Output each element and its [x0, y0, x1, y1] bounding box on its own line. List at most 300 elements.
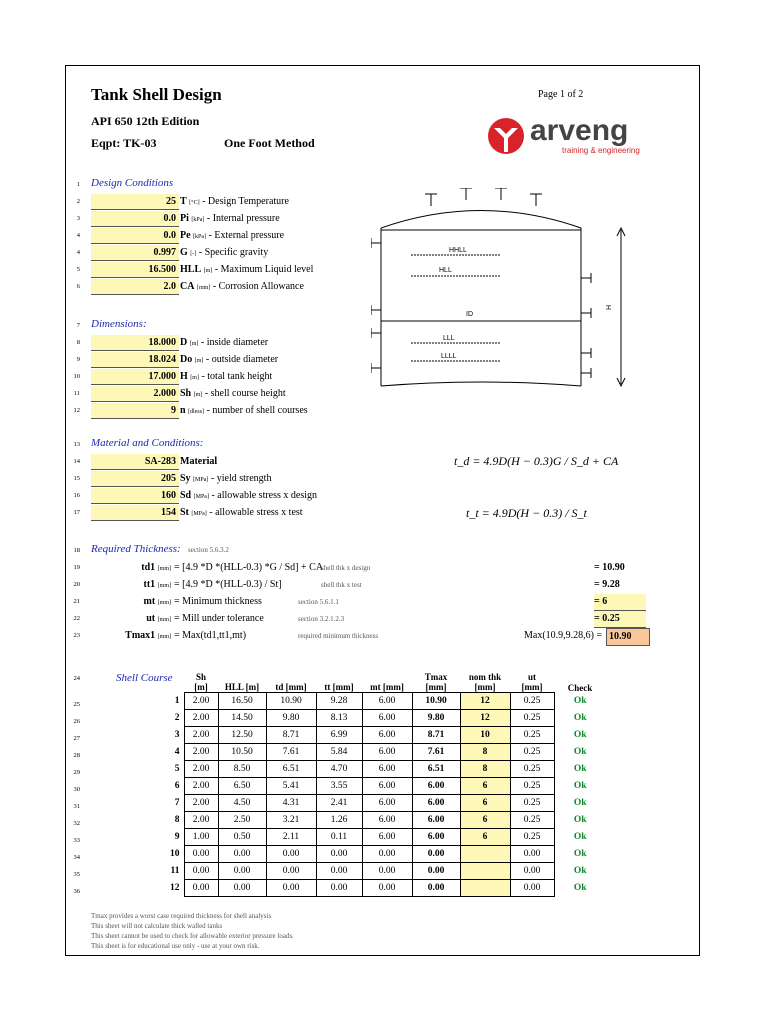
row-number: 26 — [73, 718, 80, 725]
input-description — [180, 194, 289, 211]
course-number: 1 — [174, 696, 180, 706]
cell-chk: Ok — [573, 696, 587, 706]
cell-tt: 4.70 — [316, 761, 362, 778]
label: - shell course height — [202, 388, 286, 399]
unit: [mm] — [157, 634, 171, 640]
label: - inside diameter — [198, 337, 269, 348]
symbol: Material — [180, 456, 218, 467]
input-value[interactable]: 0.0 — [91, 228, 179, 244]
footnote: Tmax provides a worst case required thickness for shell analysis — [91, 912, 272, 920]
footnote: This sheet will not calculate thick walled tanks — [91, 922, 223, 930]
unit: [mm] — [157, 600, 171, 606]
cell-tt: 2.41 — [316, 795, 362, 812]
cell-td: 0.00 — [266, 863, 316, 880]
row-number: 23 — [73, 632, 80, 639]
cell-hll: 8.50 — [218, 761, 266, 778]
variable-symbol — [91, 611, 171, 628]
cell-hll: 12.50 — [218, 727, 266, 744]
unit: [m] — [194, 358, 204, 364]
cell-chk: Ok — [573, 798, 587, 808]
cell-hll: 2.50 — [218, 812, 266, 829]
label: - Corrosion Allowance — [210, 281, 304, 292]
input-description — [180, 335, 268, 352]
section-heading: Material and Conditions: — [91, 437, 204, 449]
course-number: 11 — [170, 866, 180, 876]
cell-mt: 6.00 — [362, 812, 412, 829]
symbol: tt1 — [143, 579, 156, 590]
equation-note: required minimum thickness — [298, 632, 379, 640]
table-row — [162, 846, 606, 863]
id-label: ID — [466, 311, 473, 318]
equation: = Max(td1,tt1,mt) — [174, 630, 247, 641]
cell-nom[interactable]: 8 — [460, 744, 510, 761]
input-value[interactable]: 2.000 — [91, 386, 179, 402]
input-value[interactable]: 2.0 — [91, 279, 179, 295]
cell-td: 10.90 — [266, 693, 316, 710]
cell-td: 0.00 — [266, 846, 316, 863]
cell-nom[interactable]: 6 — [460, 812, 510, 829]
table-row — [162, 761, 606, 778]
symbol: T — [180, 196, 187, 207]
course-number: 5 — [174, 764, 180, 774]
unit: [m] — [203, 268, 213, 274]
row-number: 5 — [76, 266, 80, 273]
label: - allowable stress x test — [206, 507, 303, 518]
unit: [m] — [189, 341, 199, 347]
cell-mt: 6.00 — [362, 778, 412, 795]
cell-tmax: 6.00 — [412, 812, 460, 829]
cell-tmax: 7.61 — [412, 744, 460, 761]
cell-tmax: 9.80 — [412, 710, 460, 727]
cell-hll: 10.50 — [218, 744, 266, 761]
row-number: 35 — [73, 871, 80, 878]
symbol: Pi — [180, 213, 189, 224]
cell-ut: 0.00 — [510, 846, 554, 863]
cell-td: 4.31 — [266, 795, 316, 812]
cell-sh: 2.00 — [184, 727, 218, 744]
row-number: 7 — [76, 322, 80, 329]
cell-hll: 14.50 — [218, 710, 266, 727]
unit: [dless] — [188, 409, 205, 415]
cell-tt: 8.13 — [316, 710, 362, 727]
cell-nom[interactable]: 6 — [460, 829, 510, 846]
row-number: 22 — [73, 615, 80, 622]
cell-nom[interactable]: 6 — [460, 795, 510, 812]
cell-mt: 0.00 — [362, 846, 412, 863]
row-number: 31 — [73, 803, 80, 810]
cell-td: 7.61 — [266, 744, 316, 761]
row-number: 11 — [73, 390, 80, 397]
equation: = Mill under tolerance — [174, 613, 264, 624]
column-header: Check — [567, 682, 593, 693]
cell-tmax: 0.00 — [412, 846, 460, 863]
cell-mt: 0.00 — [362, 880, 412, 897]
cell-chk: Ok — [573, 866, 587, 876]
column-header: Sh [m] — [194, 672, 208, 692]
symbol: Sy — [180, 473, 191, 484]
result-value: = 9.28 — [594, 579, 620, 590]
course-number: 2 — [174, 713, 180, 723]
row-number: 17 — [73, 509, 80, 516]
variable-symbol — [91, 560, 171, 577]
cell-td: 2.11 — [266, 829, 316, 846]
cell-sh: 2.00 — [184, 795, 218, 812]
table-row — [162, 829, 606, 846]
symbol: Do — [180, 354, 193, 365]
cell-tt: 0.00 — [316, 846, 362, 863]
input-value[interactable]: 25 — [91, 194, 179, 210]
cell-tt: 3.55 — [316, 778, 362, 795]
input-description — [180, 211, 280, 228]
input-description — [180, 505, 303, 522]
column-header: HLL [m] — [224, 682, 260, 692]
cell-tmax: 0.00 — [412, 863, 460, 880]
cell-chk: Ok — [573, 713, 587, 723]
row-number: 8 — [76, 339, 80, 346]
input-value[interactable]: 160 — [91, 488, 179, 504]
logo-tagline: training & engineering — [562, 146, 640, 155]
row-number: 33 — [73, 837, 80, 844]
cell-tt: 9.28 — [316, 693, 362, 710]
row-number: 12 — [73, 407, 80, 414]
symbol: CA — [180, 281, 195, 292]
row-number: 3 — [76, 215, 80, 222]
column-header: Tmax [mm] — [424, 672, 448, 692]
row-number: 6 — [76, 283, 80, 290]
unit: [kPa] — [191, 217, 205, 223]
cell-sh: 2.00 — [184, 761, 218, 778]
cell-hll: 0.00 — [218, 880, 266, 897]
symbol: HLL — [180, 264, 202, 275]
cell-ut: 0.25 — [510, 829, 554, 846]
cell-mt: 0.00 — [362, 863, 412, 880]
row-number: 15 — [73, 475, 80, 482]
design-thickness-formula: t_d = 4.9D(H − 0.3)G / S_d + CA — [454, 454, 619, 468]
unit: [MPa] — [193, 477, 209, 483]
cell-hll: 4.50 — [218, 795, 266, 812]
section-heading: Design Conditions — [91, 177, 174, 189]
input-description — [180, 454, 217, 471]
tank-diagram — [371, 188, 631, 393]
row-number: 18 — [73, 547, 80, 554]
cell-sh: 2.00 — [184, 812, 218, 829]
section-heading: Required Thickness: — [91, 543, 181, 555]
column-header: nom thk [mm] — [468, 672, 502, 692]
symbol: St — [180, 507, 189, 518]
cell-mt: 6.00 — [362, 761, 412, 778]
unit: [m] — [193, 392, 203, 398]
row-number: 30 — [73, 786, 80, 793]
cell-nom[interactable]: 10 — [460, 727, 510, 744]
cell-hll: 0.00 — [218, 846, 266, 863]
cell-td: 8.71 — [266, 727, 316, 744]
logo-text: arveng — [530, 114, 629, 147]
input-value[interactable]: 154 — [91, 505, 179, 521]
cell-chk: Ok — [573, 747, 587, 757]
table-row — [162, 778, 606, 795]
course-number: 6 — [174, 781, 180, 791]
course-number: 9 — [174, 832, 180, 842]
cell-tmax: 10.90 — [412, 693, 460, 710]
cell-nom[interactable] — [460, 880, 510, 897]
row-number: 36 — [73, 888, 80, 895]
cell-tt: 0.00 — [316, 880, 362, 897]
table-row — [162, 795, 606, 812]
cell-ut: 0.25 — [510, 778, 554, 795]
input-description — [180, 279, 304, 296]
cell-tt: 1.26 — [316, 812, 362, 829]
method-label: One Foot Method — [224, 136, 315, 150]
result-value: 10.90 — [606, 628, 650, 646]
cell-nom[interactable]: 6 — [460, 778, 510, 795]
row-number: 34 — [73, 854, 80, 861]
symbol: mt — [143, 596, 156, 607]
label: - Maximum Liquid level — [212, 264, 314, 275]
cell-nom[interactable] — [460, 846, 510, 863]
cell-sh: 0.00 — [184, 863, 218, 880]
label: - Specific gravity — [196, 247, 269, 258]
row-number: 21 — [73, 598, 80, 605]
cell-ut: 0.25 — [510, 727, 554, 744]
equation: = [4.9 *D *(HLL-0.3) *G / Sd] + CA — [174, 562, 324, 573]
input-description — [180, 245, 268, 262]
course-number: 7 — [174, 798, 180, 808]
cell-ut: 0.25 — [510, 693, 554, 710]
cell-ut: 0.25 — [510, 761, 554, 778]
symbol: G — [180, 247, 188, 258]
footnote: This sheet cannot be used to check for allowable exterior pressure loads. — [91, 932, 294, 940]
label: - Internal pressure — [204, 213, 280, 224]
row-number: 24 — [73, 675, 80, 682]
cell-chk: Ok — [573, 849, 587, 859]
cell-nom[interactable]: 8 — [460, 761, 510, 778]
row-number: 20 — [73, 581, 80, 588]
input-description — [180, 352, 278, 369]
cell-chk: Ok — [573, 781, 587, 791]
cell-mt: 6.00 — [362, 727, 412, 744]
row-number: 27 — [73, 735, 80, 742]
input-value[interactable]: 16.500 — [91, 262, 179, 278]
result-value: = 6 — [594, 594, 646, 611]
llll-label: LLLL — [441, 353, 457, 360]
cell-ut: 0.00 — [510, 880, 554, 897]
equation: = Minimum thickness — [174, 596, 262, 607]
cell-mt: 6.00 — [362, 829, 412, 846]
course-number: 12 — [170, 883, 180, 893]
input-description — [180, 228, 284, 245]
cell-tmax: 6.00 — [412, 829, 460, 846]
cell-mt: 6.00 — [362, 744, 412, 761]
input-description — [180, 386, 286, 403]
cell-tt: 0.00 — [316, 863, 362, 880]
symbol: n — [180, 405, 186, 416]
shell-course-table — [162, 662, 606, 897]
cell-td: 9.80 — [266, 710, 316, 727]
cell-tt: 6.99 — [316, 727, 362, 744]
cell-sh: 2.00 — [184, 710, 218, 727]
result-value: = 0.25 — [594, 611, 646, 628]
cell-ut: 0.25 — [510, 812, 554, 829]
input-value[interactable]: 9 — [91, 403, 179, 419]
cell-nom[interactable] — [460, 863, 510, 880]
table-row — [162, 693, 606, 710]
input-value[interactable]: 0.997 — [91, 245, 179, 261]
cell-ut: 0.00 — [510, 863, 554, 880]
equation-note: section 5.6.1.1 — [298, 598, 339, 606]
cell-ut: 0.25 — [510, 744, 554, 761]
symbol: Sd — [180, 490, 192, 501]
symbol: Tmax1 — [125, 630, 156, 641]
cell-tmax: 6.00 — [412, 778, 460, 795]
cell-nom[interactable]: 12 — [460, 693, 510, 710]
variable-symbol — [91, 577, 171, 594]
section-reference: section 5.6.3.2 — [188, 546, 229, 554]
row-number: 1 — [76, 181, 80, 188]
unit: [m] — [190, 375, 199, 381]
test-thickness-formula: t_t = 4.9D(H − 0.3) / S_t — [466, 506, 587, 520]
cell-hll: 0.00 — [218, 863, 266, 880]
row-number: 2 — [76, 198, 80, 205]
row-number: 9 — [76, 356, 80, 363]
cell-td: 3.21 — [266, 812, 316, 829]
symbol: D — [180, 337, 188, 348]
row-number: 32 — [73, 820, 80, 827]
cell-nom[interactable]: 12 — [460, 710, 510, 727]
cell-td: 5.41 — [266, 778, 316, 795]
label: - Design Temperature — [199, 196, 289, 207]
symbol: td1 — [141, 562, 156, 573]
hhll-label: HHLL — [449, 247, 467, 254]
equation-note: shell thk x test — [321, 581, 362, 589]
column-header: td [mm] — [275, 682, 307, 692]
unit: [MPa] — [191, 511, 207, 517]
cell-chk: Ok — [573, 764, 587, 774]
cell-sh: 2.00 — [184, 778, 218, 795]
unit: [mm] — [157, 583, 171, 589]
cell-ut: 0.25 — [510, 710, 554, 727]
row-number: 10 — [73, 373, 80, 380]
variable-symbol — [91, 628, 171, 645]
unit: [-] — [190, 251, 197, 257]
cell-mt: 6.00 — [362, 710, 412, 727]
unit: [mm] — [157, 566, 171, 572]
label: - yield strength — [208, 473, 272, 484]
cell-mt: 6.00 — [362, 693, 412, 710]
input-description — [180, 471, 271, 488]
cell-sh: 0.00 — [184, 880, 218, 897]
label: - External pressure — [206, 230, 285, 241]
symbol: H — [180, 371, 188, 382]
label: - outside diameter — [203, 354, 279, 365]
column-header: ut [mm] — [521, 672, 543, 692]
row-number: 19 — [73, 564, 80, 571]
table-row — [162, 880, 606, 897]
input-value[interactable]: 17.000 — [91, 369, 179, 385]
height-label: H — [606, 304, 613, 310]
row-number: 14 — [73, 458, 80, 465]
input-description — [180, 403, 308, 420]
input-description — [180, 262, 313, 279]
row-number: 4 — [76, 249, 80, 256]
unit: [MPa] — [193, 494, 209, 500]
sheet-page — [65, 65, 700, 956]
column-header: mt [mm] — [370, 682, 404, 692]
course-number: 8 — [174, 815, 180, 825]
unit: [kPa] — [193, 234, 207, 240]
cell-tmax: 8.71 — [412, 727, 460, 744]
symbol: ut — [146, 613, 156, 624]
input-value[interactable]: 18.024 — [91, 352, 179, 368]
cell-tmax: 0.00 — [412, 880, 460, 897]
table-row — [162, 710, 606, 727]
row-number: 13 — [73, 441, 80, 448]
input-description — [180, 369, 272, 386]
result-label: Max(10.9,9.28,6) = — [524, 630, 603, 641]
cell-sh: 2.00 — [184, 693, 218, 710]
input-description — [180, 488, 317, 505]
row-number: 29 — [73, 769, 80, 776]
equation-note: shell thk x design — [321, 564, 371, 572]
label: - total tank height — [198, 371, 273, 382]
cell-ut: 0.25 — [510, 795, 554, 812]
cell-chk: Ok — [573, 730, 587, 740]
symbol: Sh — [180, 388, 192, 399]
equation-note: section 3.2.1.2.3 — [298, 615, 345, 623]
section-heading: Dimensions: — [91, 318, 147, 330]
course-number: 10 — [170, 849, 180, 859]
input-value[interactable]: 0.0 — [91, 211, 179, 227]
input-value[interactable]: 205 — [91, 471, 179, 487]
hll-label: HLL — [439, 267, 452, 274]
cell-sh: 1.00 — [184, 829, 218, 846]
row-number: 28 — [73, 752, 80, 759]
unit: [mm] — [157, 617, 171, 623]
arveng-logo — [486, 116, 646, 163]
cell-tt: 0.11 — [316, 829, 362, 846]
table-row — [162, 727, 606, 744]
cell-chk: Ok — [573, 815, 587, 825]
footnote: This sheet is for educational use only - use at your own risk. — [91, 942, 260, 950]
input-value[interactable]: 18.000 — [91, 335, 179, 351]
cell-tt: 5.84 — [316, 744, 362, 761]
unit: [°C] — [189, 200, 200, 206]
course-number: 4 — [174, 747, 180, 757]
row-number: 16 — [73, 492, 80, 499]
equipment-label: Eqpt: TK-03 — [91, 136, 157, 150]
cell-hll: 6.50 — [218, 778, 266, 795]
lll-label: LLL — [443, 335, 455, 342]
row-number: 4 — [76, 232, 80, 239]
input-value[interactable]: SA-283 — [91, 454, 179, 470]
table-row — [162, 863, 606, 880]
variable-symbol — [91, 594, 171, 611]
cell-tmax: 6.00 — [412, 795, 460, 812]
column-header: tt [mm] — [324, 682, 354, 692]
cell-tmax: 6.51 — [412, 761, 460, 778]
shell-course-label: Shell Course — [116, 672, 173, 684]
course-number: 3 — [174, 730, 180, 740]
cell-chk: Ok — [573, 883, 587, 893]
table-row — [162, 812, 606, 829]
symbol: Pe — [180, 230, 191, 241]
page-title: Tank Shell Design — [91, 85, 222, 104]
page-number: Page 1 of 2 — [538, 89, 584, 100]
cell-td: 0.00 — [266, 880, 316, 897]
unit: [mm] — [196, 285, 211, 291]
table-row — [162, 744, 606, 761]
cell-mt: 6.00 — [362, 795, 412, 812]
label: - allowable stress x design — [208, 490, 318, 501]
